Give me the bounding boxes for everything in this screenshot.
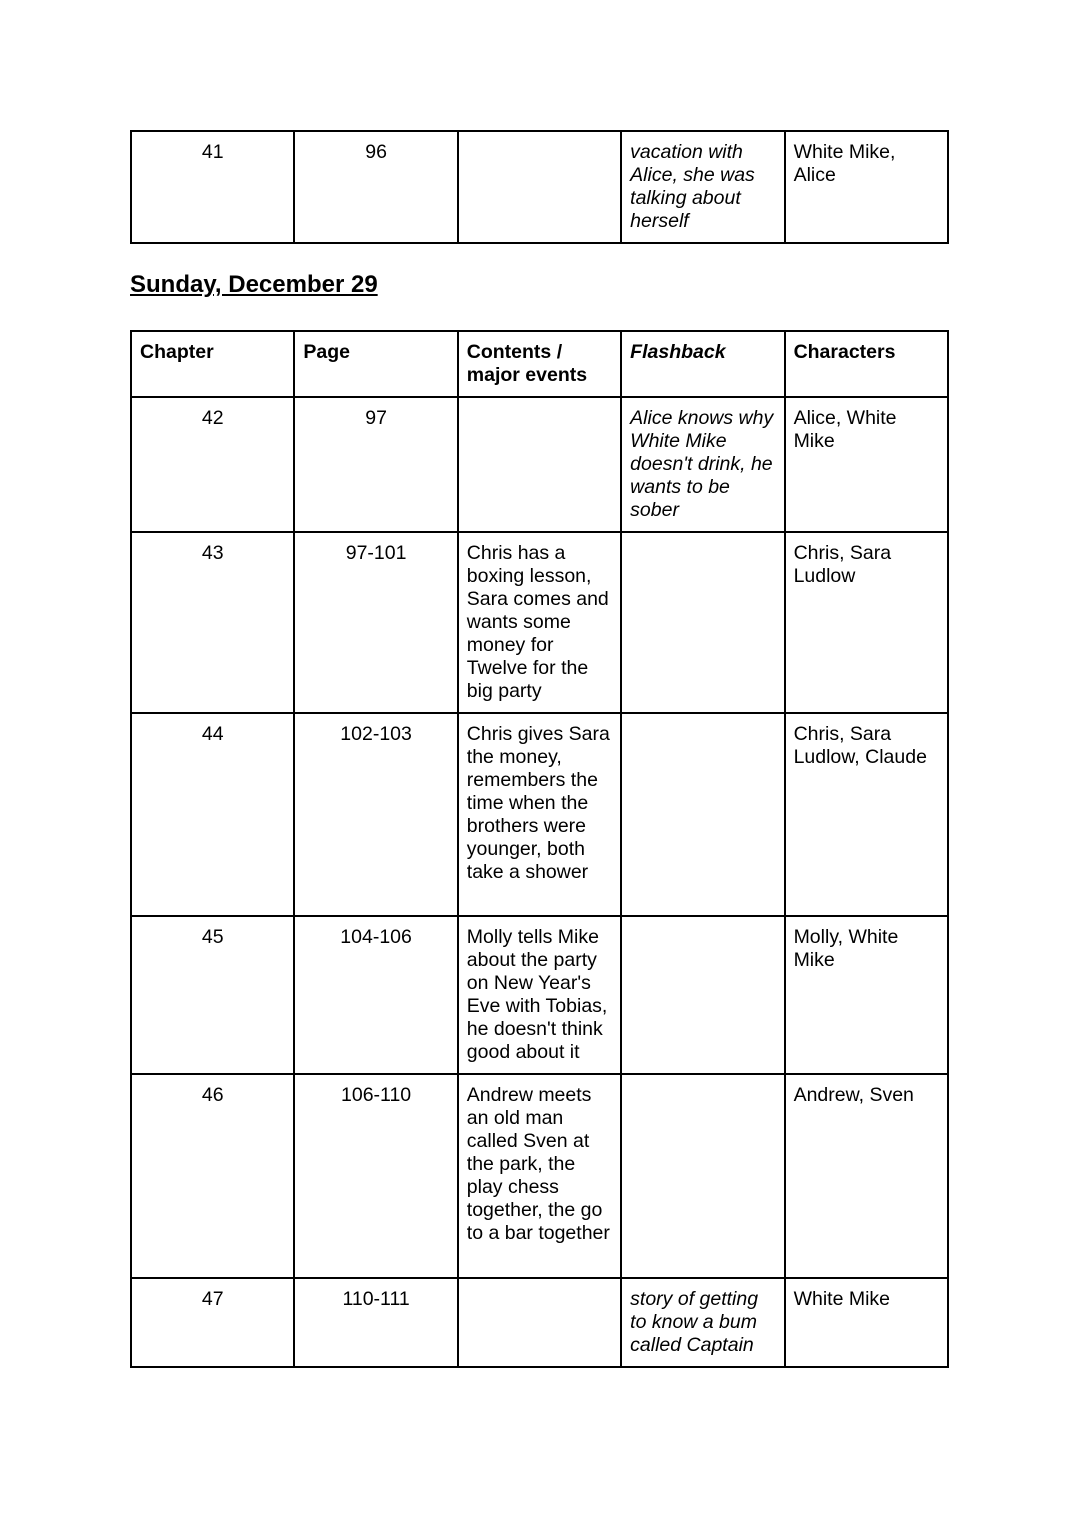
table-row	[131, 713, 948, 916]
contents-cell: Chris has a boxing lesson, Sara comes and wants some money for Twelve for the big party	[458, 532, 621, 713]
page-cell: 97	[294, 397, 457, 532]
flashback-cell: vacation with Alice, she was talking about herself	[621, 131, 784, 243]
page-cell: 110-111	[294, 1278, 457, 1367]
section-heading-date: Sunday, December 29	[130, 271, 378, 298]
table-row	[131, 131, 948, 243]
flashback-cell: story of getting to know a bum called Captain	[621, 1278, 784, 1367]
chapter-cell: 47	[131, 1278, 294, 1367]
contents-cell: Molly tells Mike about the party on New Year's Eve with Tobias, he doesn't think good about it	[458, 916, 621, 1074]
chapter-cell: 44	[131, 713, 294, 916]
page-cell: 104-106	[294, 916, 457, 1074]
contents-cell: Andrew meets an old man called Sven at the park, the play chess together, the go to a bar together	[458, 1074, 621, 1278]
table-row	[131, 916, 948, 1074]
characters-cell: Andrew, Sven	[785, 1074, 948, 1278]
characters-cell: White Mike	[785, 1278, 948, 1367]
page-cell: 106-110	[294, 1074, 457, 1278]
chapter-cell: 42	[131, 397, 294, 532]
characters-cell: White Mike, Alice	[785, 131, 948, 243]
contents-cell	[458, 131, 621, 243]
flashback-cell	[621, 1074, 784, 1278]
chapter-cell: 45	[131, 916, 294, 1074]
table-row	[131, 532, 948, 713]
header-characters: Characters	[785, 331, 948, 397]
header-chapter: Chapter	[131, 331, 294, 397]
table-row	[131, 1278, 948, 1367]
flashback-cell	[621, 713, 784, 916]
table-row	[131, 1074, 948, 1278]
page-cell: 102-103	[294, 713, 457, 916]
chapter-cell: 41	[131, 131, 294, 243]
header-flashback: Flashback	[621, 331, 784, 397]
chapter-cell: 46	[131, 1074, 294, 1278]
chapter-cell: 43	[131, 532, 294, 713]
table-row	[131, 397, 948, 532]
contents-cell	[458, 397, 621, 532]
flashback-cell: Alice knows why White Mike doesn't drink, he wants to be sober	[621, 397, 784, 532]
chapter-table	[130, 330, 949, 1368]
contents-cell: Chris gives Sara the money, remembers the time when the brothers were younger, both take a shower	[458, 713, 621, 916]
characters-cell: Molly, White Mike	[785, 916, 948, 1074]
flashback-cell	[621, 532, 784, 713]
table-header-row	[131, 331, 948, 397]
header-page: Page	[294, 331, 457, 397]
characters-cell: Chris, Sara Ludlow, Claude	[785, 713, 948, 916]
page-cell: 96	[294, 131, 457, 243]
contents-cell	[458, 1278, 621, 1367]
flashback-cell	[621, 916, 784, 1074]
header-contents: Contents / major events	[458, 331, 621, 397]
characters-cell: Alice, White Mike	[785, 397, 948, 532]
characters-cell: Chris, Sara Ludlow	[785, 532, 948, 713]
page-cell: 97-101	[294, 532, 457, 713]
continued-chapter-table	[130, 130, 949, 244]
